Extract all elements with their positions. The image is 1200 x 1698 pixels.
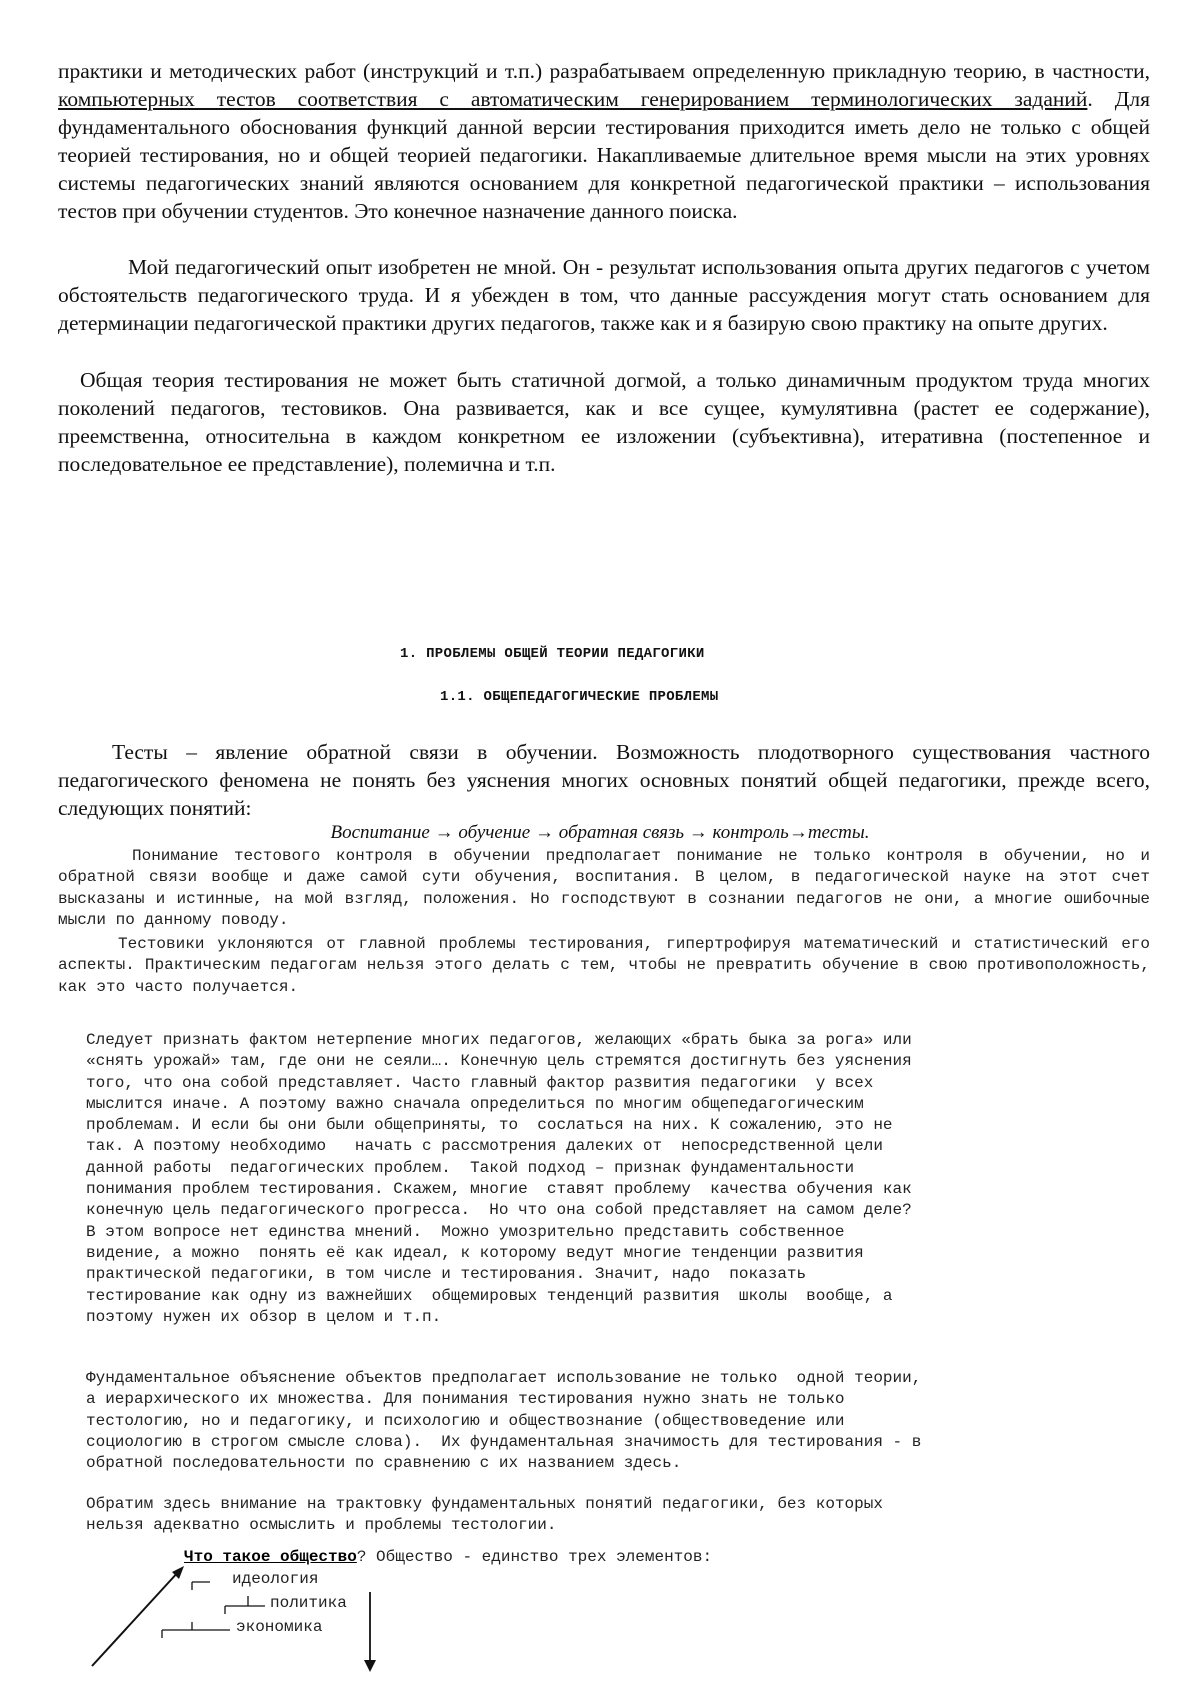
text-line: нельзя адекватно осмыслить и проблемы тестологии. bbox=[86, 1516, 557, 1535]
element-ideology: идеология bbox=[232, 1570, 319, 1588]
text-line: проблемам. И если бы они были общеприняты, то сослаться на них. К сожалению, это не bbox=[86, 1116, 893, 1135]
down-arrowhead bbox=[364, 1660, 376, 1672]
diagram-lines bbox=[80, 1548, 900, 1678]
society-diagram bbox=[80, 1548, 900, 1678]
text-block-attention bbox=[86, 1494, 1146, 1537]
paragraph-experience: Мой педагогический опыт изобретен не мной. Он - результат использования опыта других педагогов с учетом обстоятельств педагогического труда. И я убежден в том, что данные рассуждения могут стать основанием для детерминации педагогической практики других педагогов, также как и я базирую свою практику на опыте других. bbox=[58, 255, 1150, 335]
question-text: ? Общество - единство трех элементов: bbox=[356, 1548, 713, 1566]
mono-paragraph-understanding: Понимание тестового контроля в обучении предполагает понимание не только контроля в обучении, но и обратной связи вообще и даже самой сути обучения, воспитания. В целом, в педагогической науке на этот счет высказаны и истинные, на мой взгляд, положения. Но господствуют в сознании педагогов не они, а многие ошибочные мысли по данному поводу. bbox=[58, 847, 1150, 929]
text-line: В этом вопросе нет единства мнений. Можно умозрительно представить собственное bbox=[86, 1222, 845, 1241]
text-block-impatience bbox=[86, 1030, 1146, 1328]
text-line: социологию в строгом смысле слова). Их фундаментальная значимость для тестирования - в bbox=[86, 1432, 922, 1451]
paragraph-applied-theory bbox=[58, 57, 1150, 225]
concept-chain-formula: Воспитание → обучение → обратная связь → контроль→тесты. bbox=[330, 822, 870, 843]
text-line: Фундаментальное объяснение объектов предполагает использование не только одной теории, bbox=[86, 1369, 922, 1387]
element-politics: политика bbox=[270, 1594, 347, 1612]
text-line: так. А поэтому необходимо начать с рассмотрения далеких от непосредственной цели bbox=[86, 1137, 883, 1156]
text-line: Следует признать фактом нетерпение многих педагогов, желающих «брать быка за рога» или bbox=[86, 1031, 912, 1049]
text-line: обратной последовательности по сравнению с их названием здесь. bbox=[86, 1454, 682, 1473]
mono-paragraph-testers: Тестовики уклоняются от главной проблемы тестирования, гипертрофируя математический и статистический его аспекты. Практическим педагогам нельзя этого делать с тем, чтобы не превратить обучение в свою противоположность, как это часто получается. bbox=[58, 935, 1150, 996]
element-economy: экономика bbox=[236, 1618, 323, 1636]
text-line: видение, а можно понять её как идеал, к которому ведут многие тенденции развития bbox=[86, 1243, 864, 1262]
paragraph-general-theory: Общая теория тестирования не может быть статичной догмой, а только динамичным продуктом труда многих поколений педагогов, тестовиков. Она развивается, как и все сущее, кумулятивна (растет ее содержание), преемственна, относительна в каждом конкретном ее изложении (субъективна), итеративна (постепенное и последовательное ее представление), полемична и т.п. bbox=[58, 368, 1150, 476]
text-line: того, что она собой представляет. Часто главный фактор развития педагогики у всех bbox=[86, 1073, 874, 1092]
text-line: Обратим здесь внимание на трактовку фундаментальных понятий педагогики, без которых bbox=[86, 1495, 883, 1513]
underlined-phrase: компьютерных тестов соответствия с автоматическим генерированием терминологических заданий bbox=[58, 87, 1088, 111]
text-line: конечную цель педагогического прогресса. Но что она собой представляет на самом деле? bbox=[86, 1201, 912, 1220]
text-line: «снять урожай» там, где они не сеяли…. Конечную цель стремятся достигнуть без уяснения bbox=[86, 1052, 912, 1071]
text-line: практической педагогики, в том числе и тестирования. Значит, надо показать bbox=[86, 1265, 807, 1284]
paragraph-text: . Для фундаментального обоснования функций данной версии тестирования приходится иметь дело не только с общей теорией тестирования, но и общей теорией педагогики. Накапливаемые длительное время мысли на этих уровнях системы педагогических знаний являются основанием для конкретной педагогической практики – использования тестов при обучении студентов. Это конечное назначение данного поиска. bbox=[58, 87, 1150, 223]
text-line: данной работы педагогических проблем. Такой подход – признак фундаментальности bbox=[86, 1158, 855, 1177]
section-heading: 1. ПРОБЛЕМЫ ОБЩЕЙ ТЕОРИИ ПЕДАГОГИКИ bbox=[400, 646, 705, 662]
text-line: понимания проблем тестирования. Скажем, многие ставят проблему качества обучения как bbox=[86, 1180, 912, 1199]
text-line: тестирование как одну из важнейших общемировых тенденций развития школы вообще, а bbox=[86, 1286, 893, 1305]
paragraph-intro: Тесты – явление обратной связи в обучении. Возможность плодотворного существования частного педагогического феномена не понять без уяснения многих основных понятий общей педагогики, прежде всего, следующих понятий: bbox=[58, 740, 1150, 820]
text-line: мыслится иначе. А поэтому важно сначала определиться по многим общепедагогическим bbox=[86, 1094, 864, 1113]
text-line: поэтому нужен их обзор в целом и т.п. bbox=[86, 1307, 442, 1326]
text-block-fundamental bbox=[86, 1368, 1146, 1474]
paragraph-text: практики и методических работ (инструкций и т.п.) разрабатываем определенную прикладную теорию, в частности, bbox=[58, 59, 1150, 83]
text-line: тестологию, но и педагогику, и психологию и обществознание (обществоведение или bbox=[86, 1411, 845, 1430]
subsection-heading: 1.1. ОБЩЕПЕДАГОГИЧЕСКИЕ ПРОБЛЕМЫ bbox=[440, 689, 719, 705]
question-term: Что такое общество bbox=[184, 1548, 357, 1566]
text-line: а иерархического их множества. Для понимания тестирования нужно знать не только bbox=[86, 1390, 845, 1409]
diagonal-arrow-line bbox=[92, 1570, 180, 1666]
